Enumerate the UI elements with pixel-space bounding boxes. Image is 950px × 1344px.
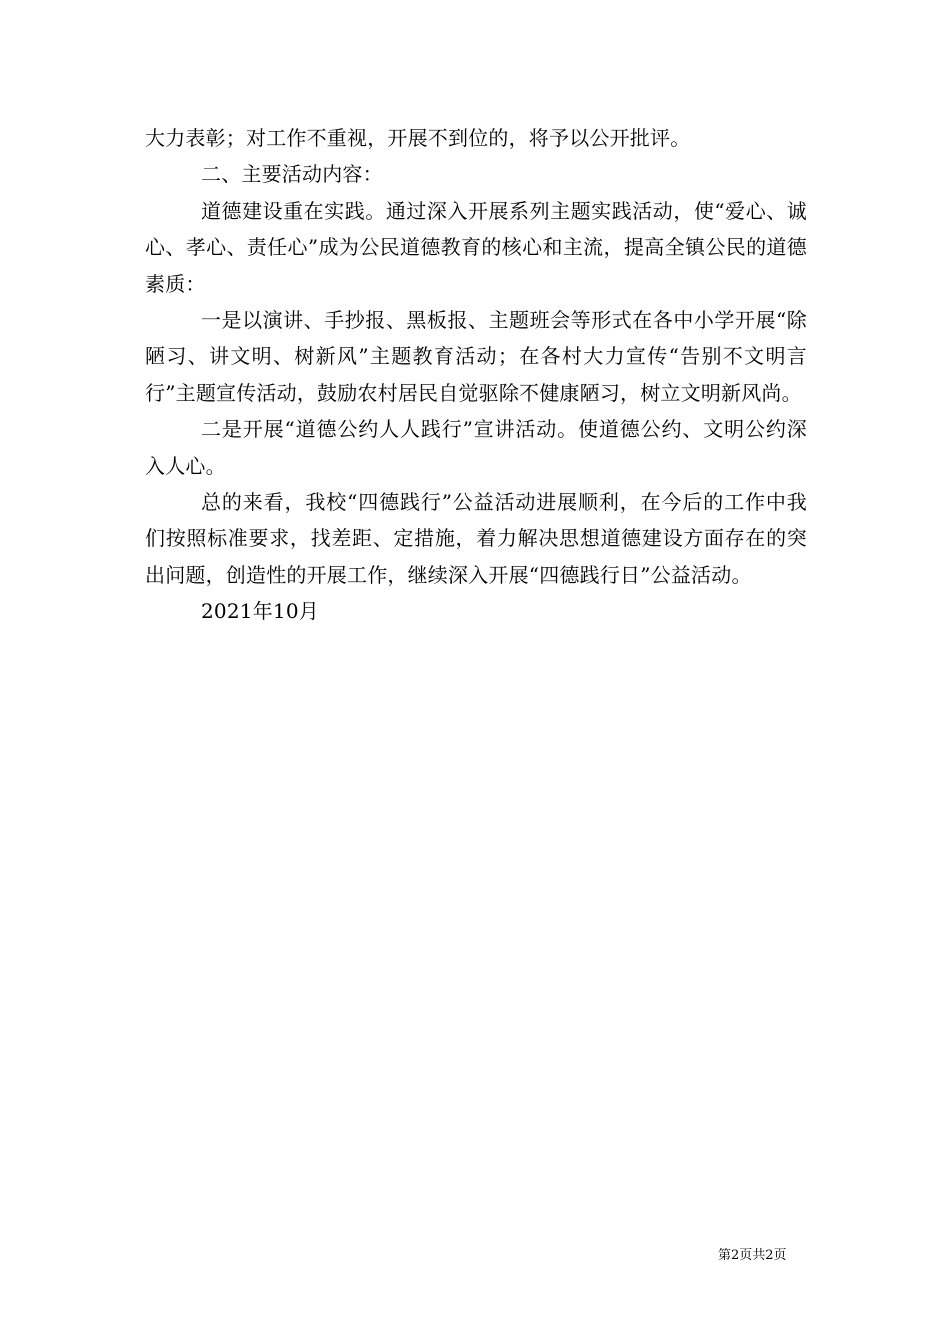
paragraph-item-two: 二是开展“道德公约人人践行”宣讲活动。使道德公约、文明公约深入人心。: [145, 417, 807, 478]
section-heading: 二、主要活动内容：: [201, 162, 383, 187]
paragraph-moral-practice: 道德建设重在实践。通过深入开展系列主题实践活动，使“爱心、诚心、孝心、责任心”成为公民道德教育的核心和主流，提高全镇公民的道德素质：: [145, 198, 807, 296]
page-number-footer: 第2页共2页: [718, 1248, 787, 1263]
document-date: 2021年10月: [201, 599, 319, 624]
document-body: [145, 120, 807, 630]
paragraph-summary: 总的来看，我校“四德践行”公益活动进展顺利，在今后的工作中我们按照标准要求，找差距、定措施，着力解决思想道德建设方面存在的突出问题，创造性的开展工作，继续深入开展“四德践行日”公益活动。: [145, 490, 807, 587]
paragraph-item-one: 一是以演讲、手抄报、黑板报、主题班会等形式在各中小学开展“除陋习、讲文明、树新风”主题教育活动；在各村大力宣传“告别不文明言行”主题宣传活动，鼓励农村居民自觉驱除不健康陋习，树立文明新风尚。: [145, 308, 807, 405]
paragraph-continuation: 大力表彰；对工作不重视，开展不到位的，将予以公开批评。: [145, 126, 691, 150]
